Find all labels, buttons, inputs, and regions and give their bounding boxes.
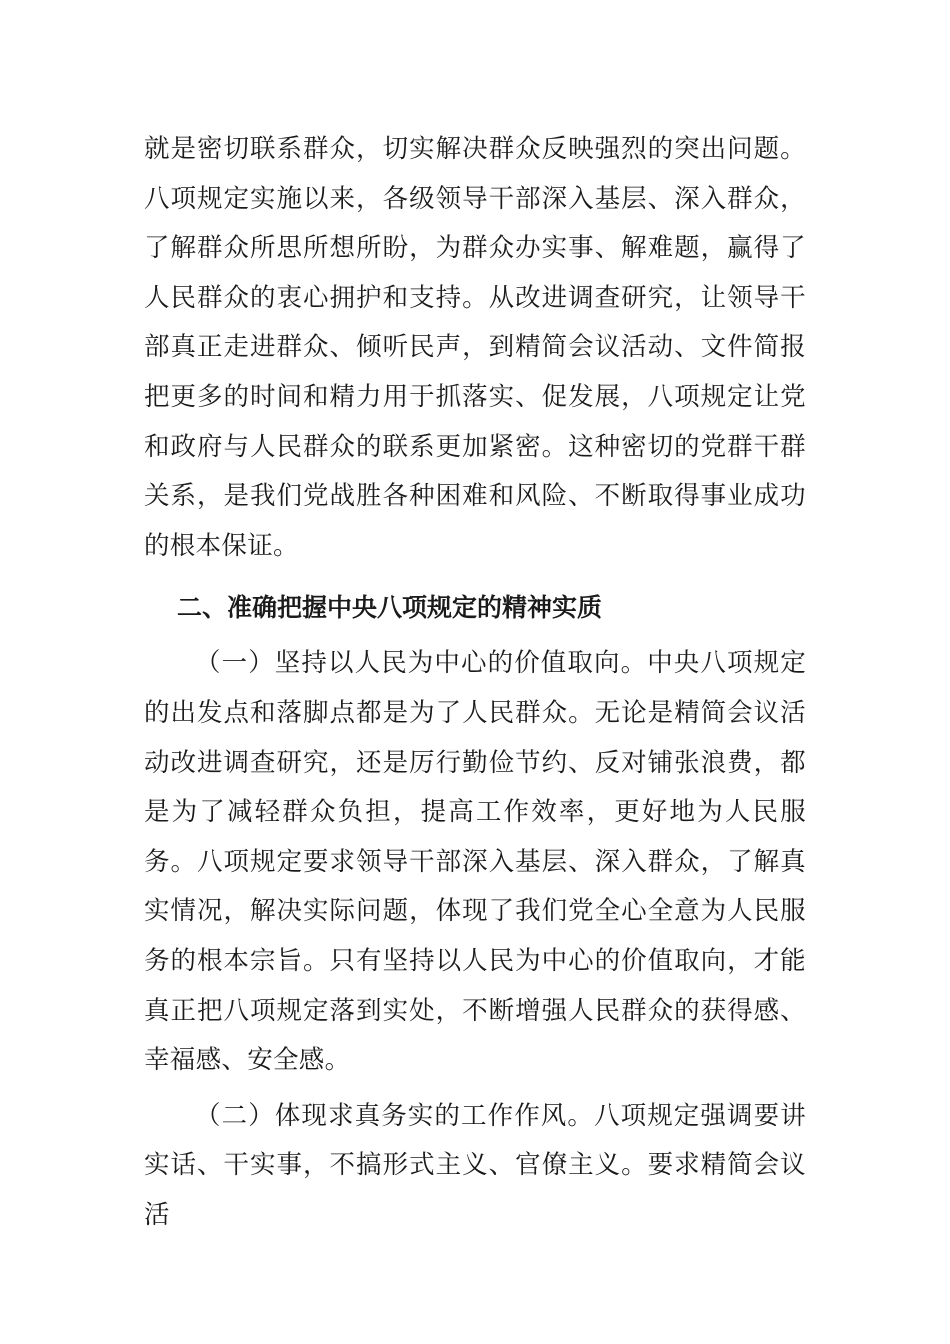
document-page [144,125,806,1240]
body-paragraph: （一）坚持以人民为中心的价值取向。中央八项规定的出发点和落脚点都是为了人民群众。无论是精简会议活动改进调查研究，还是厉行勤俭节约、反对铺张浪费，都是为了减轻群众负担，提高工作效率，更好地为人民服务。八项规定要求领导干部深入基层、深入群众，了解真实情况，解决实际问题，体现了我们党全心全意为人民服务的根本宗旨。只有坚持以人民为中心的价值取向，才能真正把八项规定落到实处，不断增强人民群众的获得感、幸福感、安全感。 [144,648,806,1076]
body-paragraph: （二）体现求真务实的工作作风。八项规定强调要讲实话、干实事，不搞形式主义、官僚主义。要求精简会议活 [144,1100,806,1230]
section-heading: 二、准确把握中央八项规定的精神实质 [177,593,603,623]
body-paragraph: 就是密切联系群众，切实解决群众反映强烈的突出问题。八项规定实施以来，各级领导干部深入基层、深入群众，了解群众所思所想所盼，为群众办实事、解难题，赢得了人民群众的衷心拥护和支持。从改进调查研究，让领导干部真正走进群众、倾听民声，到精简会议活动、文件简报把更多的时间和精力用于抓落实、促发展，八项规定让党和政府与人民群众的联系更加紧密。这种密切的党群干群关系，是我们党战胜各种困难和风险、不断取得事业成功的根本保证。 [144,134,806,561]
paragraph-gap [144,571,806,577]
